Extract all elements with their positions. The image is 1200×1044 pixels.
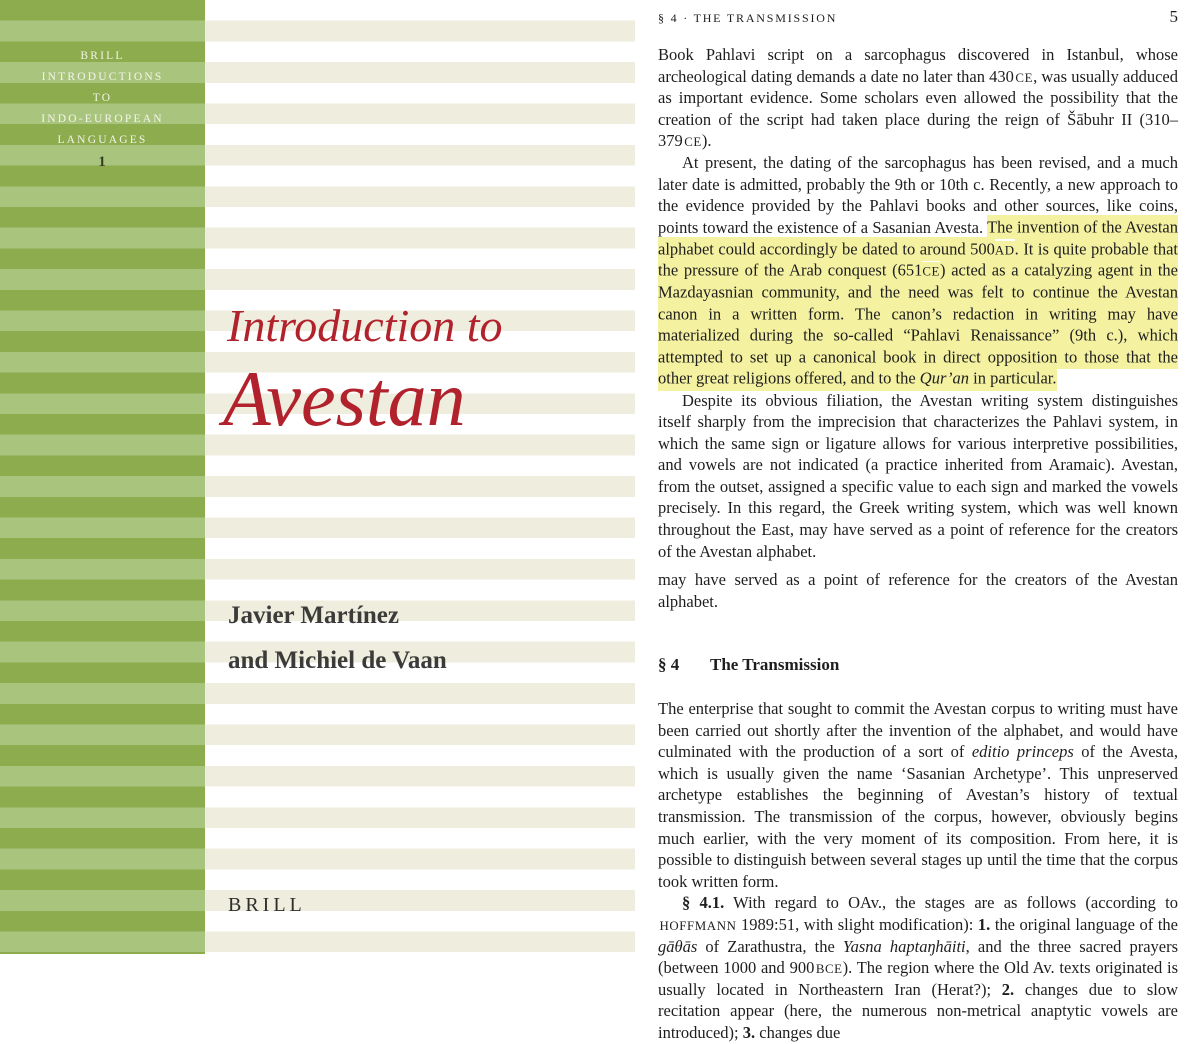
section-number: § 4	[658, 655, 680, 675]
author-line: Javier Martínez	[228, 602, 399, 629]
series-title	[6, 46, 199, 173]
page-body	[658, 44, 1178, 1044]
text-segment: § 4.1.	[682, 893, 725, 913]
text-segment: Book Pahlavi script on a sarcophagus discovered in Istanbul, whose archeological dating demands a date no later than 430	[658, 45, 1178, 86]
paragraph	[658, 44, 1178, 152]
highlighted-text: . It is quite probable that the pressure of the Arab conquest (651	[658, 237, 1178, 283]
text-segment: changes due	[755, 1022, 841, 1042]
page-header	[658, 7, 1178, 27]
page-paragraphs-top	[658, 44, 1178, 612]
series-number: 1	[98, 154, 107, 170]
text-segment: ). The region where the Old Av. texts originated is usually located in Northeastern Iran (Herat?);	[658, 958, 1178, 999]
text-segment: may have served as a point of reference for the creators of the Avestan alphabet.	[658, 570, 1178, 611]
book-title-line1: Introduction to	[227, 300, 503, 351]
highlighted-text: AD	[995, 241, 1015, 260]
text-segment: 1989:51, with slight modification):	[736, 914, 978, 934]
series-line: TO	[92, 92, 113, 104]
text-segment: , and the three sacred prayers (between 1000 and 900	[658, 936, 1179, 978]
paragraph	[658, 698, 1178, 892]
text-segment: At present, the dating of the sarcophagus has been revised, and a much later date is admitted, probably the 9th or 10th c. Recently, a new approach to the evidence provided by the Pahlavi books and other sources, like coins, points toward the existence of a Sasanian Avesta.	[658, 152, 1178, 237]
series-line: LANGUAGES	[57, 134, 148, 146]
cover-main-panel	[205, 0, 635, 954]
text-segment: of the Avesta, which is usually given the name ‘Sasanian Archetype’. This unpreserved archetype establishes the beginning of Avestan’s history of textual transmission. The transmission of the corpus, however, obviously begins much earlier, with the very moment of its composition. From here, it is possible to distinguish between several stages up until the time that the corpus took written form.	[658, 742, 1178, 891]
publisher-logo: BRILL	[228, 894, 306, 916]
page-number: 5	[1169, 7, 1178, 26]
text-segment: Despite its obvious filiation, the Avestan writing system distinguishes itself sharply from the imprecision that characterizes the Pahlavi system, in which the same sign or ligature allows for various interpretive possibilities, and vowels are not indicated (a practice inherited from Aramaic). Avestan, from the outset, assigned a specific value to each sign and marked the vowels precisely. In this regard, the Greek writing system, which was well known throughout the East, may have served as a point of reference for the creators of the Avestan alphabet.	[658, 390, 1178, 561]
text-segment: 3.	[742, 1022, 756, 1042]
text-segment: With regard to OAv., the stages are as follows (according to	[724, 893, 1178, 913]
paragraph	[658, 152, 1178, 390]
highlighted-text: in particular.	[969, 366, 1057, 390]
text-segment: BCE	[815, 962, 843, 977]
page-paragraphs-bottom	[658, 698, 1178, 1044]
paragraph	[658, 569, 1178, 612]
text-segment: of Zarathustra, the	[697, 936, 843, 956]
text-segment: CE	[1015, 70, 1034, 85]
series-line: BRILL	[80, 50, 125, 62]
book-title-line2: Avestan	[223, 355, 466, 442]
paragraph	[658, 390, 1178, 563]
text-segment: 1.	[977, 914, 991, 934]
text-segment: Yasna haptaŋhāiti	[842, 936, 966, 956]
text-segment: 2.	[1001, 979, 1015, 999]
text-segment: the original language of the	[990, 914, 1178, 934]
book-authors	[228, 593, 447, 683]
running-header: § 4 · THE TRANSMISSION	[658, 11, 838, 25]
text-segment: editio princeps	[971, 742, 1074, 762]
author-line: and Michiel de Vaan	[228, 647, 447, 674]
text-segment: HOFFMANN	[659, 918, 737, 933]
highlighted-text: ) acted as a catalyzing agent in the Mazdayasnian community, and the need was felt to continue the Avestan canon in a written form. The canon’s redaction in writing may have materialized during the so-called “Pahlavi Renaissance” (9th c.), which attempted to set up a canonical book in direct opposition to those that the other great religions offered, and to the	[658, 258, 1178, 390]
section-heading	[658, 654, 1178, 676]
highlighted-text: The invention of the Avestan alphabet could accordingly be dated to around 500	[658, 215, 1178, 261]
text-segment: , was usually adduced as important evidence. Some scholars even allowed the possibility that the creation of the script had taken place during the reign of Šābuhr II (310–379	[658, 66, 1178, 151]
text-segment: CE	[684, 135, 702, 150]
text-segment: ).	[701, 131, 712, 151]
highlighted-text: CE	[922, 262, 940, 281]
section-title: The Transmission	[710, 655, 840, 675]
text-segment: The enterprise that sought to commit the Avestan corpus to writing must have been carried out shortly after the invention of the alphabet, and would have culminated with the production of a sort of	[658, 699, 1178, 762]
text-segment: changes due to slow recitation appear (here, the numerous non-metrical anaptytic vowels are introduced);	[658, 979, 1178, 1042]
book-page	[635, 0, 1200, 1042]
cover-series-panel	[0, 0, 205, 954]
series-line: INDO-EUROPEAN	[41, 113, 164, 125]
highlighted-text: Qur’an	[920, 366, 969, 390]
paragraph	[658, 892, 1178, 1043]
series-line: INTRODUCTIONS	[41, 71, 164, 83]
text-segment: gāθās	[658, 936, 698, 956]
